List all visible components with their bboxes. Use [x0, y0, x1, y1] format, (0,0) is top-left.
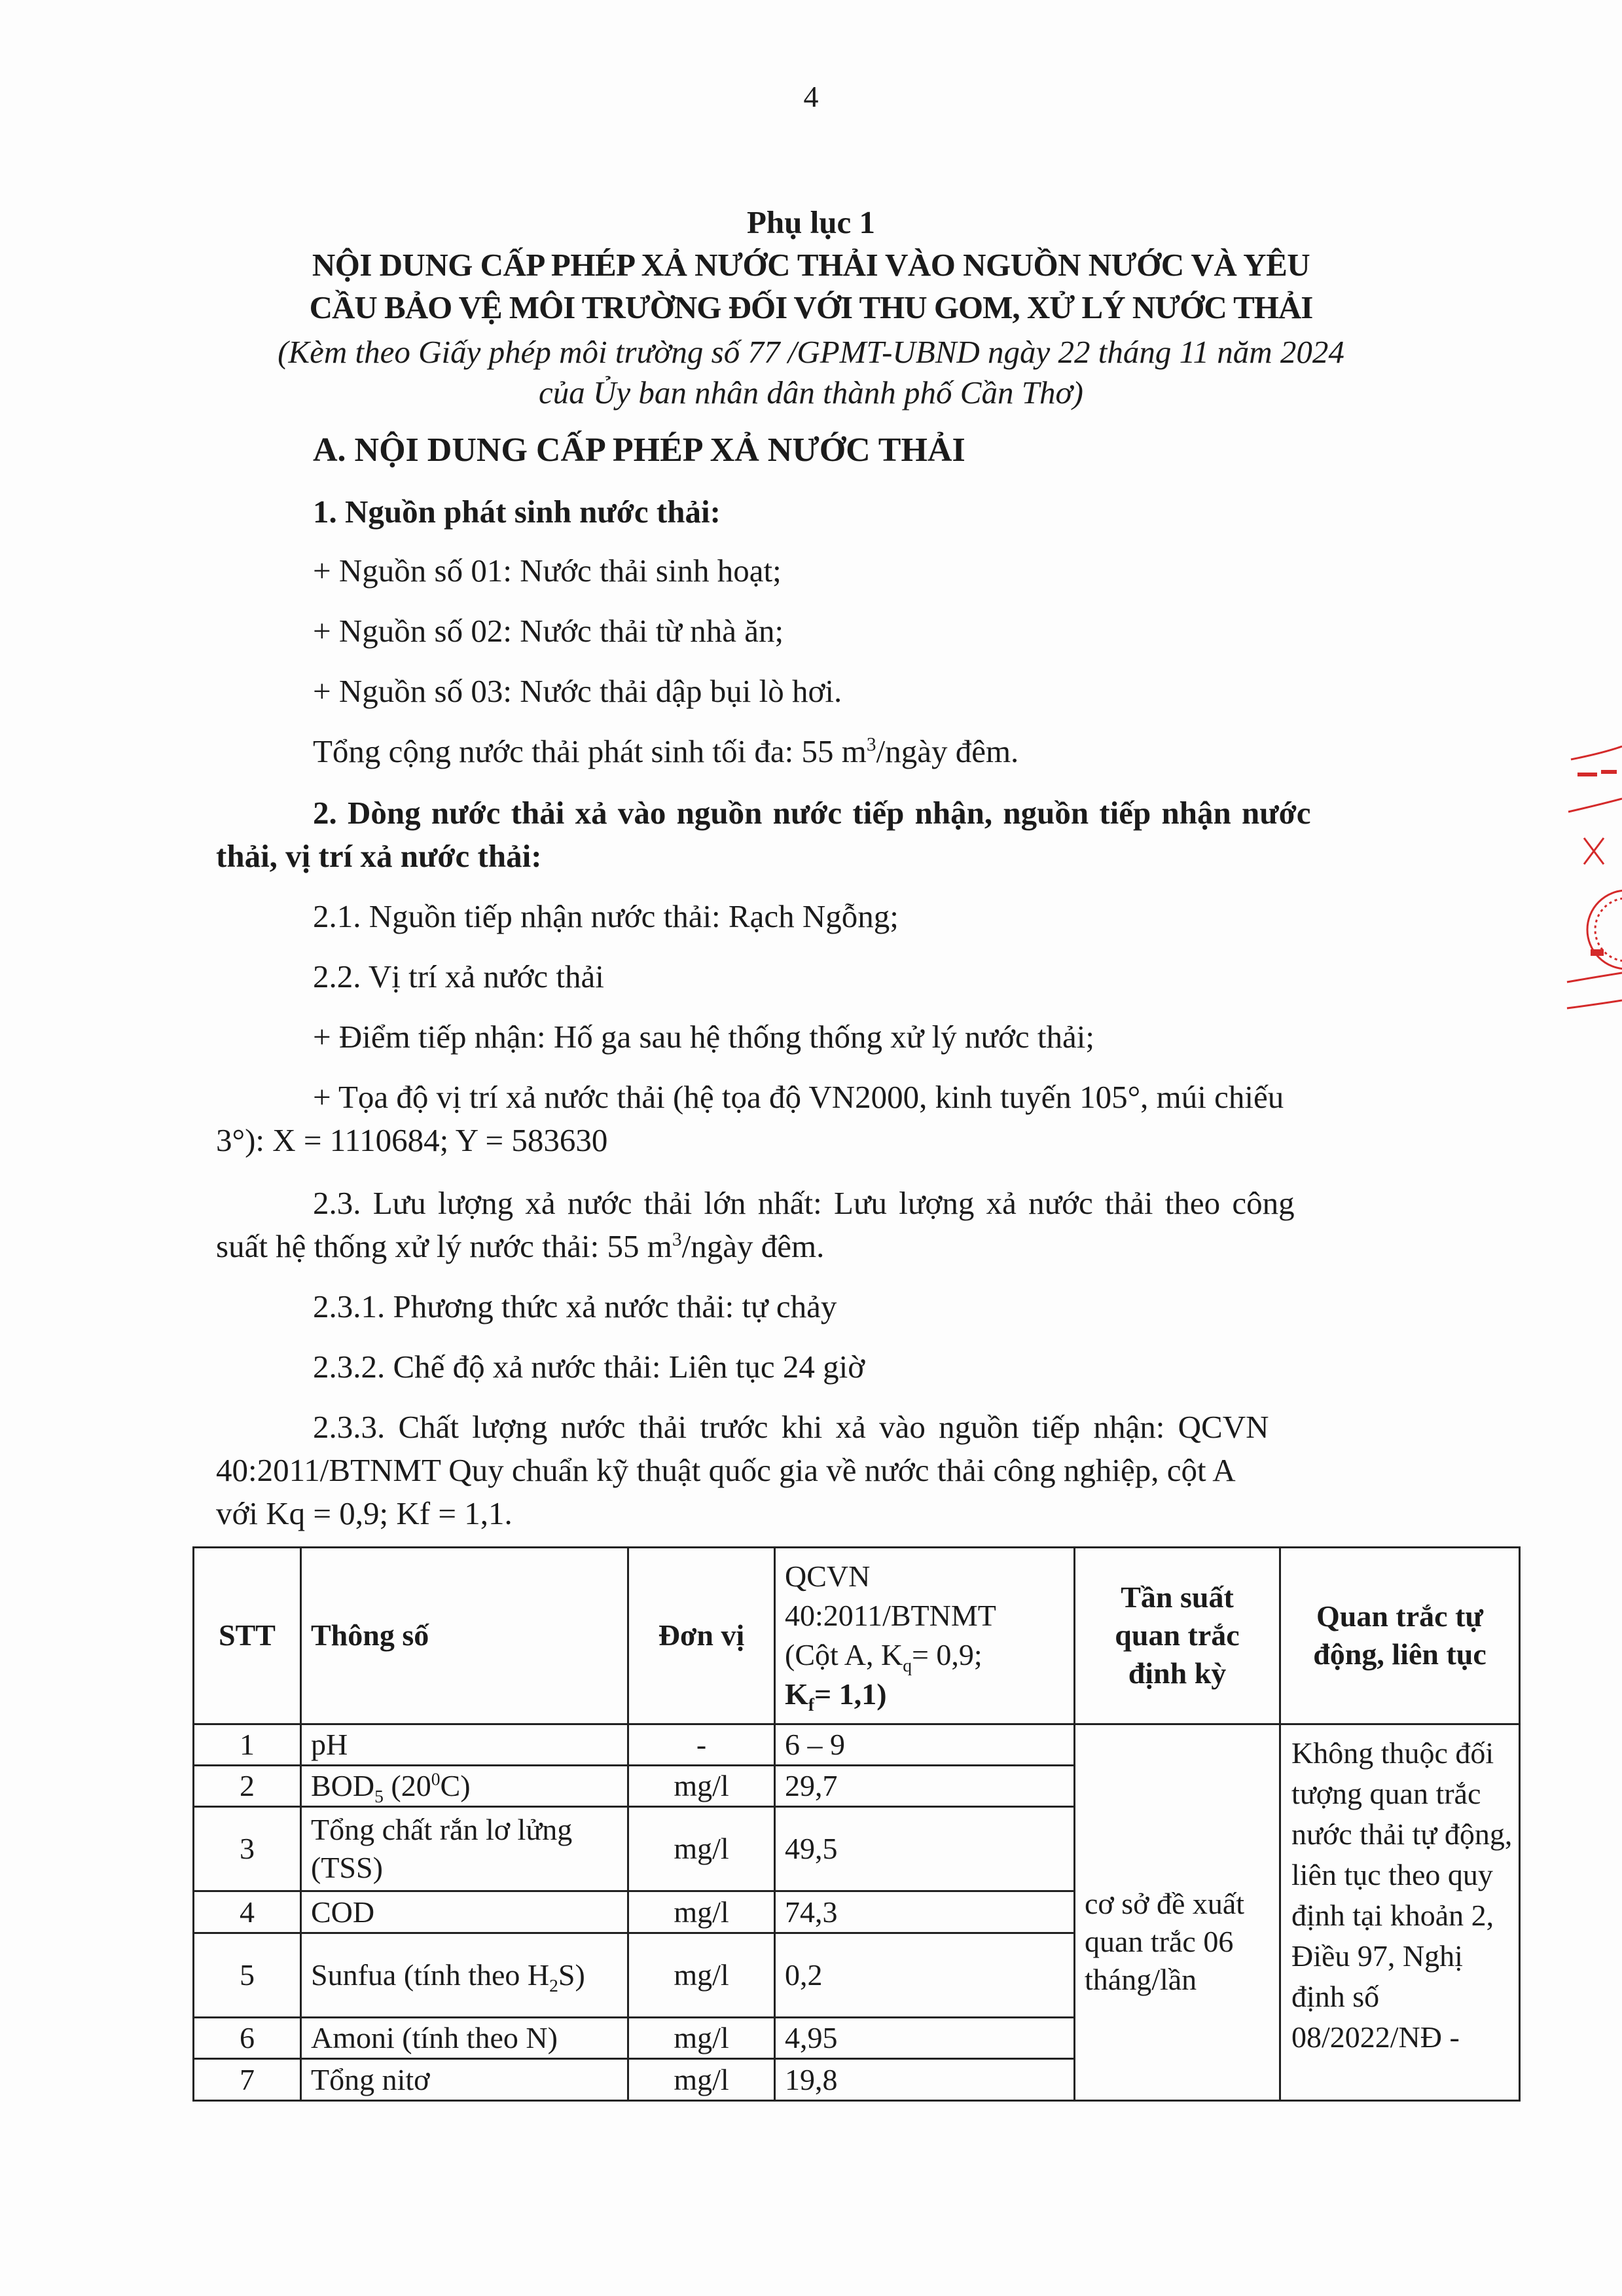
cell-parameter: pH [301, 1724, 628, 1765]
max-flow-line-1: 2.3. Lưu lượng xả nước thải lớn nhất: Lưu lượng xả nước thải theo công [313, 1185, 1295, 1221]
section-1-heading: 1. Nguồn phát sinh nước thải: [313, 494, 721, 530]
cell-stt: 3 [194, 1807, 301, 1891]
cell-parameter: Tổng nitơ [301, 2059, 628, 2101]
cell-stt: 1 [194, 1724, 301, 1765]
cell-limit: 4,95 [775, 2017, 1075, 2058]
cell-unit: - [628, 1724, 775, 1765]
receiving-source: 2.1. Nguồn tiếp nhận nước thải: Rạch Ngỗng; [313, 898, 899, 934]
section-a-heading: A. NỘI DUNG CẤP PHÉP XẢ NƯỚC THẢI [313, 431, 965, 469]
cell-limit: 6 – 9 [775, 1724, 1075, 1765]
cell-parameter: $BOD_5$ $(20^0C)$ [301, 1765, 628, 1806]
header-unit: Đơn vị [628, 1548, 775, 1724]
table-header-row [194, 1548, 1520, 1724]
wastewater-parameters-table [192, 1546, 1521, 2102]
cell-parameter: Tổng chất rắn lơ lửng (TSS) [301, 1807, 628, 1891]
discharge-location-heading: 2.2. Vị trí xả nước thải [313, 958, 604, 994]
document-title-line-2: CẦU BẢO VỆ MÔI TRƯỜNG ĐỐI VỚI THU GOM, XỬ LÝ NƯỚC THẢI [309, 289, 1313, 325]
page-number: 4 [803, 80, 819, 113]
cell-unit: mg/l [628, 1891, 775, 1933]
header-frequency: Tần suất quan trắc định kỳ [1075, 1548, 1280, 1724]
cell-parameter: COD [301, 1891, 628, 1933]
quality-line-2: 40:2011/BTNMT Quy chuẩn kỹ thuật quốc gia về nước thải công nghiệp, cột A [216, 1452, 1236, 1488]
header-automatic: Quan trắc tự động, liên tục [1280, 1548, 1520, 1724]
cell-limit: 19,8 [775, 2059, 1075, 2101]
header-stt: STT [194, 1548, 301, 1724]
cell-stt: 5 [194, 1933, 301, 2017]
coordinates-line-2: 3°): X = 1110684; Y = 583630 [216, 1122, 608, 1158]
table-row [194, 1724, 1520, 1765]
cell-unit: mg/l [628, 1807, 775, 1891]
cell-unit: mg/l [628, 1933, 775, 2017]
total-wastewater: Tổng cộng nước thải phát sinh tối đa: 55 $m^3$/ngày đêm. [313, 733, 1019, 769]
coordinates-line-1: + Tọa độ vị trí xả nước thải (hệ tọa độ VN2000, kinh tuyến 105°, múi chiếu [313, 1079, 1284, 1115]
cell-unit: mg/l [628, 2017, 775, 2058]
cell-stt: 7 [194, 2059, 301, 2101]
cell-unit: mg/l [628, 1765, 775, 1806]
cell-stt: 6 [194, 2017, 301, 2058]
attachment-note-line-1: (Kèm theo Giấy phép môi trường số 77 /GPMT-UBND ngày 22 tháng 11 năm 2024 [278, 334, 1344, 370]
quality-line-1: 2.3.3. Chất lượng nước thải trước khi xả vào nguồn tiếp nhận: QCVN [313, 1409, 1269, 1445]
section-2-heading-line-2: thải, vị trí xả nước thải: [216, 838, 542, 874]
discharge-method: 2.3.1. Phương thức xả nước thải: tự chảy [313, 1288, 837, 1324]
document-title-line-1: NỘI DUNG CẤP PHÉP XẢ NƯỚC THẢI VÀO NGUỒN NƯỚC VÀ YÊU [312, 247, 1310, 283]
quality-line-3: với Kq = 0,9; Kf = 1,1. [216, 1495, 513, 1531]
cell-limit: 74,3 [775, 1891, 1075, 1933]
appendix-title: Phụ lục 1 [746, 204, 876, 240]
section-2-heading-line-1: 2. Dòng nước thải xả vào nguồn nước tiếp nhận, nguồn tiếp nhận nước [313, 795, 1311, 831]
cell-automatic: Không thuộc đối tượng quan trắc nước thải tự động, liên tục theo quy định tại khoản 2, Điều 97, Nghị định số 08/2022/NĐ - [1280, 1724, 1520, 2100]
max-flow-line-2: suất hệ thống xử lý nước thải: 55 $m^3$/ngày đêm. [216, 1228, 825, 1264]
cell-parameter: Sunfua (tính theo $H_2S$) [301, 1933, 628, 2017]
receiving-point: + Điểm tiếp nhận: Hố ga sau hệ thống thống xử lý nước thải; [313, 1019, 1094, 1055]
cell-unit: mg/l [628, 2059, 775, 2101]
cell-parameter: Amoni (tính theo N) [301, 2017, 628, 2058]
source-item-3: + Nguồn số 03: Nước thải dập bụi lò hơi. [313, 673, 842, 709]
cell-stt: 2 [194, 1765, 301, 1806]
header-parameter: Thông số [301, 1548, 628, 1724]
red-seal-fragment-icon [1564, 733, 1622, 1021]
cell-stt: 4 [194, 1891, 301, 1933]
cell-limit: 29,7 [775, 1765, 1075, 1806]
source-item-2: + Nguồn số 02: Nước thải từ nhà ăn; [313, 613, 784, 649]
cell-limit: 0,2 [775, 1933, 1075, 2017]
attachment-note-line-2: của Ủy ban nhân dân thành phố Cần Thơ) [539, 374, 1083, 410]
source-item-1: + Nguồn số 01: Nước thải sinh hoạt; [313, 553, 782, 589]
cell-frequency: cơ sở đề xuất quan trắc 06 tháng/lần [1075, 1724, 1280, 2100]
cell-limit: 49,5 [775, 1807, 1075, 1891]
discharge-mode: 2.3.2. Chế độ xả nước thải: Liên tục 24 giờ [313, 1349, 865, 1385]
header-qcvn: QCVN 40:2011/BTNMT (Cột A, $K_q= 0,9$; $K_f= 1,1$) [775, 1548, 1075, 1724]
